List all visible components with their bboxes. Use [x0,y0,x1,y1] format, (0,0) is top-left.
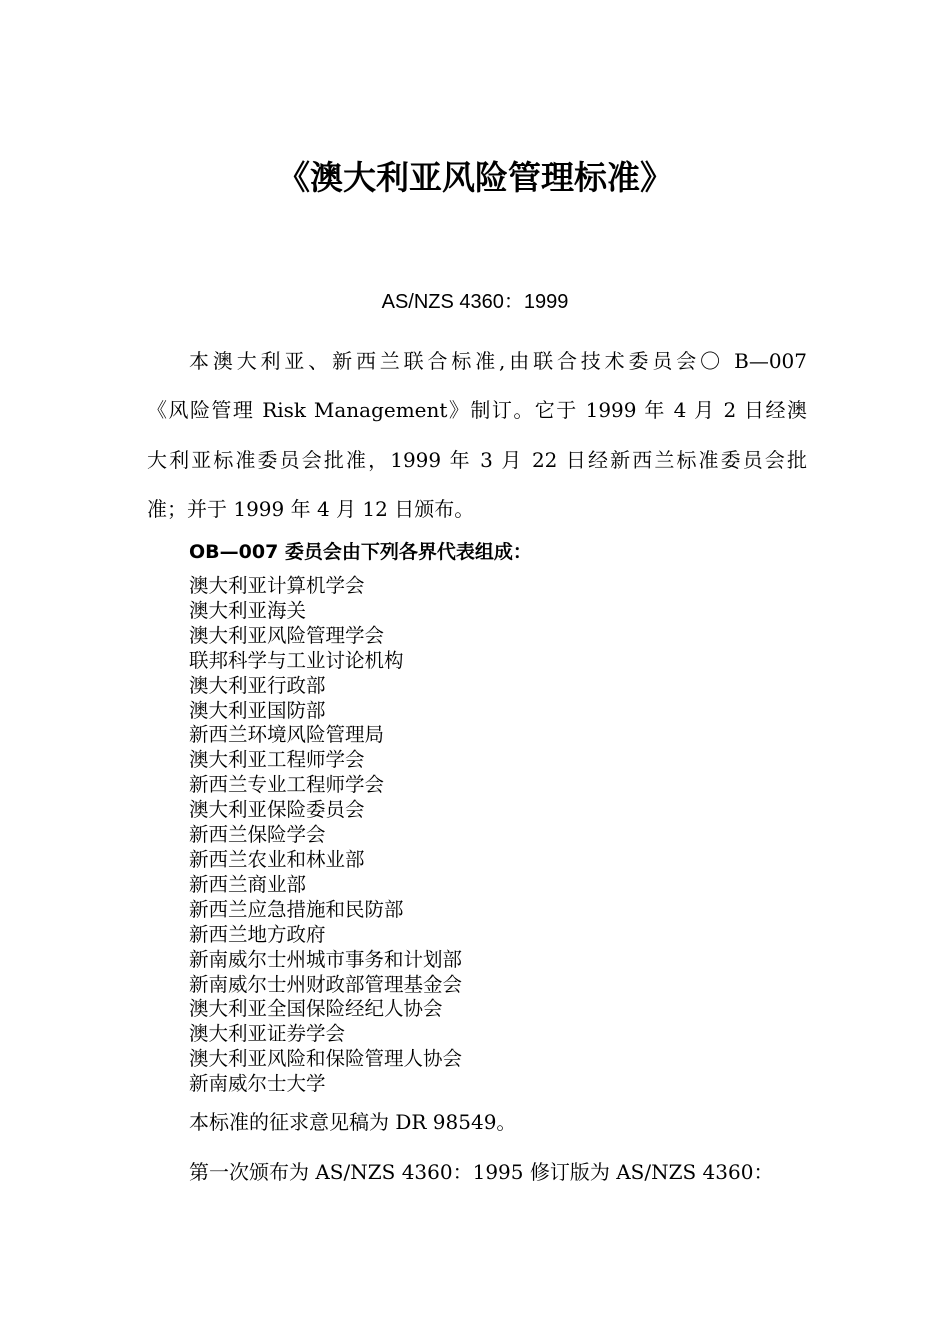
committee-member-list [189,574,462,1097]
list-item: 澳大利亚国防部 [189,698,326,722]
list-item: 新南威尔士州城市事务和计划部 [189,947,463,971]
list-item: 新西兰农业和林业部 [189,847,365,871]
list-item: 新南威尔士州财政部管理基金会 [189,972,463,996]
list-item: 新西兰应急措施和民防部 [189,897,404,921]
list-item: 新西兰商业部 [189,872,307,896]
list-item: 联邦科学与工业讨论机构 [189,648,404,672]
list-item: 澳大利亚风险和保险管理人协会 [189,1047,463,1071]
intro-line: 本澳大利亚、新西兰联合标准,由联合技术委员会〇 B—007 [189,349,807,373]
document-title: 《澳大利亚风险管理标准》 [277,158,673,197]
first-publication-note: 第一次颁布为 AS/NZS 4360：1995 修订版为 AS/NZS 4360： [189,1160,774,1184]
list-item: 澳大利亚证券学会 [189,1022,346,1046]
list-item: 新西兰地方政府 [189,922,326,946]
list-item: 澳大利亚海关 [189,598,307,622]
draft-note: 本标准的征求意见稿为 DR 98549。 [189,1110,517,1134]
intro-paragraph [147,337,807,534]
list-item: 澳大利亚全国保险经纪人协会 [189,997,443,1021]
list-item: 澳大利亚工程师学会 [189,748,365,772]
intro-line: 准；并于 1999 年 4 月 12 日颁布。 [147,496,475,521]
list-item: 澳大利亚计算机学会 [189,574,365,597]
list-item: 新南威尔士大学 [189,1072,326,1096]
list-item: 澳大利亚保险委员会 [189,798,365,822]
list-item: 新西兰专业工程师学会 [189,773,385,797]
intro-line: 大利亚标准委员会批准，1999 年 3 月 22 日经新西兰标准委员会批 [147,447,807,472]
list-item: 新西兰保险学会 [189,823,326,847]
committee-heading: OB—007 委员会由下列各界代表组成： [189,541,532,563]
standard-code: AS/NZS 4360：1999 [381,291,569,313]
list-item: 澳大利亚风险管理学会 [189,623,385,647]
intro-line: 《风险管理 Risk Management》制订。它于 1999 年 4 月 2 日经澳 [147,398,807,423]
list-item: 新西兰环境风险管理局 [189,723,385,747]
list-item: 澳大利亚行政部 [189,673,326,697]
